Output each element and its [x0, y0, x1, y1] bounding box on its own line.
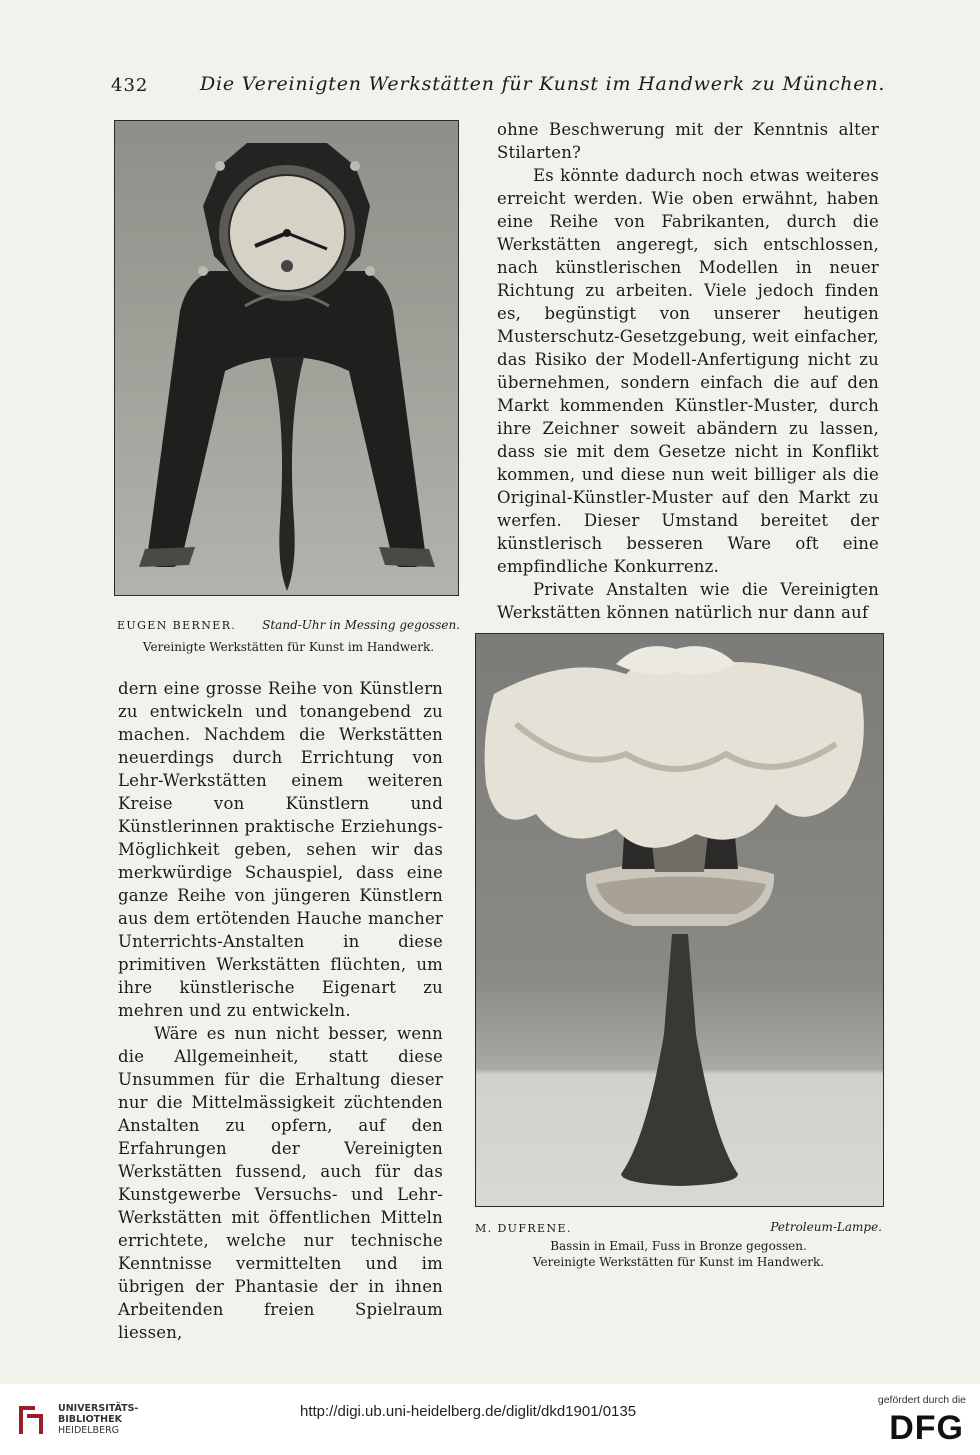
- clock-caption-author: EUGEN BERNER.: [117, 619, 237, 632]
- lamp-illustration: [476, 634, 883, 1206]
- lamp-photo: [475, 633, 884, 1207]
- dfg-logo: DFG: [889, 1409, 964, 1447]
- clock-caption-publisher: Vereinigte Werkstätten für Kunst im Handwerk.: [142, 640, 435, 654]
- lamp-caption-author: M. DUFRENE.: [475, 1222, 572, 1235]
- library-line: HEIDELBERG: [58, 1425, 120, 1436]
- permalink[interactable]: http://digi.ub.uni-heidelberg.de/diglit/dkd1901/0135: [300, 1403, 637, 1420]
- running-title: Die Vereinigten Werkstätten für Kunst im Handwerk zu München.: [200, 73, 886, 95]
- clock-caption-title: Stand-Uhr in Messing gegossen.: [262, 618, 460, 632]
- paragraph: dern eine grosse Reihe von Künstlern zu entwickeln und tonangebend zu machen. Nachdem die Werkstätten neuerdings durch Errichtung von Lehr-Werkstätten einem weiteren Kreise von Künstlern und Künstlerinnen praktische Erziehungs-Möglichkeit geben, sehen wir das merkwürdige Schauspiel, dass eine ganze Reihe von jüngeren Künstlern aus dem ertötenden Hauche mancher Unterrichts-Anstalten in diese primitiven Werkstätten flüchten, um ihre künstlerische Eigenart zu mehren und zu entwickeln.: [118, 679, 443, 1020]
- paragraph: Wäre es nun nicht besser, wenn die Allgemeinheit, statt diese Unsummen für die Erhaltung dieser nur die Mittelmässigkeit züchtenden Anstalten zu opfern, auf den Erfahrungen der Vereinigten Werkstätten fussend, auch für das Kunstgewerbe Versuchs- und Lehr-Werkstätten mit öffentlichen Mitteln errichtete, welche nur technische Kenntnisse vermittelten und im übrigen der Phantasie der in ihnen Arbeitenden freien Spielraum liessen,: [118, 1024, 443, 1342]
- funded-by-label: gefördert durch die: [877, 1394, 966, 1406]
- left-text-column: [118, 677, 443, 1344]
- clock-caption-row: [117, 619, 460, 632]
- paragraph: Es könnte dadurch noch etwas weiteres erreicht werden. Wie oben erwähnt, haben eine Reihe von Fabrikanten, durch die Werkstätten angeregt, sich entschlossen, nach künstlerischen Modellen in neuer Richtung zu arbeiten. Viele jedoch finden es, begünstigt von unserer heutigen Musterschutz-Gesetzgebung, weit einfacher, das Risiko der Modell-Anfertigung nicht zu übernehmen, sondern einfach die auf den Markt kommenden Künstler-Muster, durch ihre Zeichner soweit abändern zu lassen, dass sie mit dem Gesetze nicht in Konflikt kommen, und diese nun weit billiger als die Original-Künstler-Muster auf den Markt zu werfen. Dieser Umstand bereitet der künstlerisch besseren Ware oft eine empfindliche Konkurrenz.: [497, 166, 879, 576]
- page-number: 432: [111, 75, 149, 96]
- lamp-caption-publisher: Vereinigte Werkstätten für Kunst im Handwerk.: [532, 1255, 825, 1269]
- clock-photo: [114, 120, 459, 596]
- library-line: BIBLIOTHEK: [58, 1414, 122, 1425]
- university-logo-icon: [15, 1402, 51, 1438]
- right-text-column: [497, 118, 879, 624]
- library-line: UNIVERSITÄTS-: [58, 1403, 139, 1414]
- paragraph: ohne Beschwerung mit der Kenntnis alter Stilarten?: [497, 120, 879, 162]
- lamp-caption-row: [475, 1222, 882, 1235]
- lamp-caption-material: Bassin in Email, Fuss in Bronze gegossen.: [550, 1239, 807, 1253]
- library-name: [58, 1403, 138, 1436]
- lamp-caption-title: Petroleum-Lampe.: [770, 1220, 882, 1234]
- clock-illustration: [115, 121, 458, 595]
- viewer-footer: [0, 1384, 980, 1455]
- paragraph: Private Anstalten wie die Vereinigten Werkstätten können natürlich nur dann auf: [497, 580, 879, 622]
